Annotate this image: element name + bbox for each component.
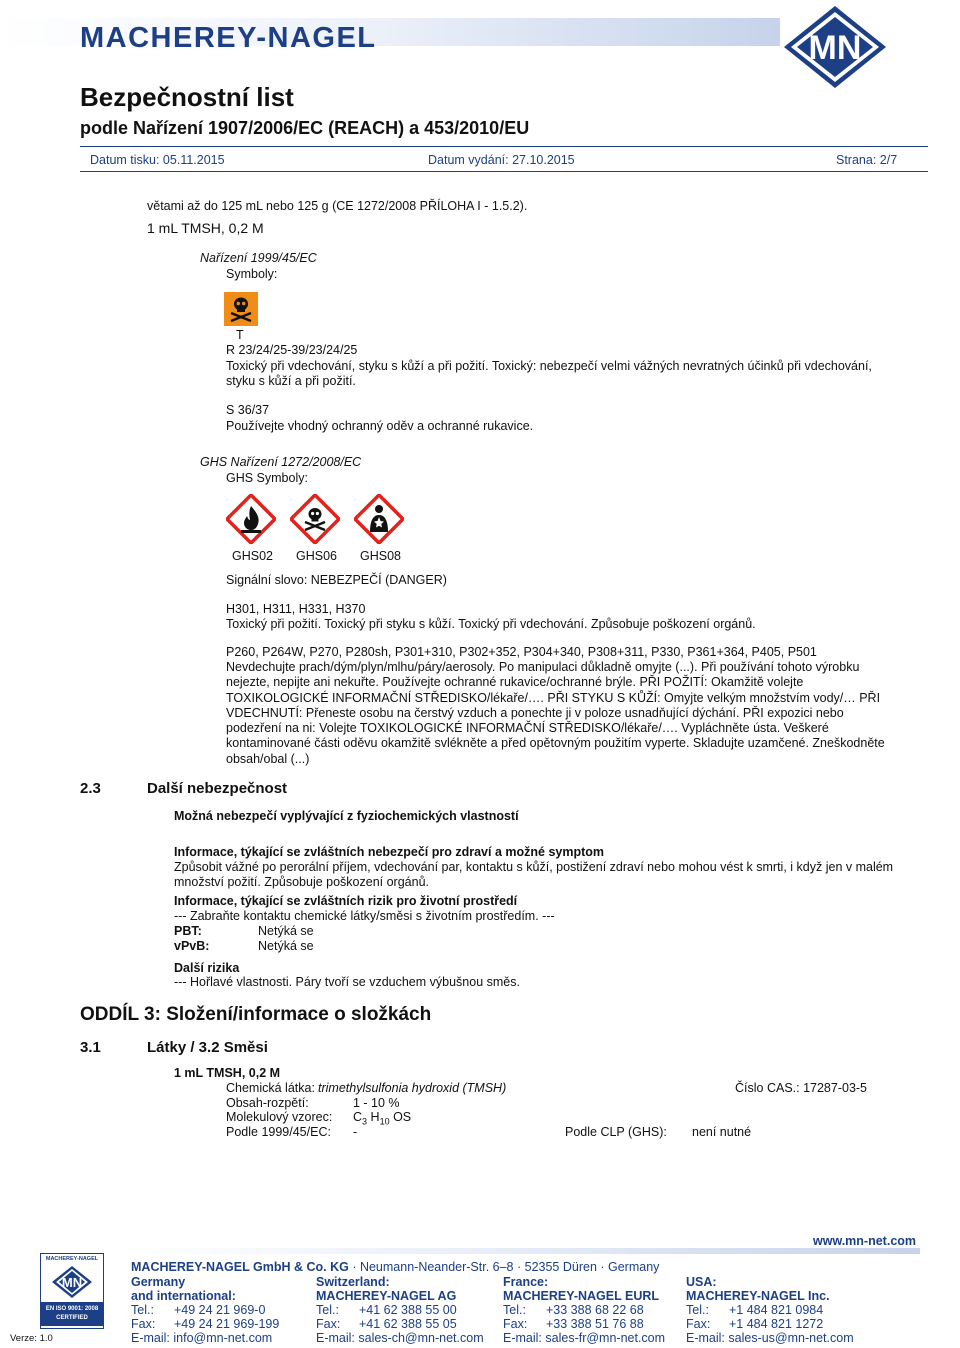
- ghs-symbols-label: GHS Symboly:: [226, 471, 308, 485]
- tel-label: Tel.:: [686, 1303, 709, 1317]
- range-label: Obsah-rozpětí:: [226, 1096, 309, 1110]
- other-hazards-text: --- Hořlavé vlastnosti. Páry tvoří se vzduchem výbušnou směs.: [174, 975, 520, 989]
- col-subheading: and international:: [131, 1289, 236, 1303]
- email-label: E-mail:: [316, 1331, 355, 1345]
- col-subheading: MACHEREY-NAGEL EURL: [503, 1289, 660, 1303]
- email-label: E-mail:: [686, 1331, 725, 1345]
- footer-col-switzerland: [316, 1275, 484, 1345]
- product-name: 1 mL TMSH, 0,2 M: [147, 220, 264, 236]
- cas-number: Číslo CAS.: 17287-03-5: [735, 1081, 868, 1095]
- fax-label: Fax:: [316, 1317, 341, 1331]
- section-3-1-title: Látky / 3.2 Směsi: [147, 1039, 268, 1056]
- footer-col-usa: [686, 1275, 854, 1345]
- fax-value: +49 24 21 969-199: [174, 1317, 280, 1331]
- range-value: 1 - 10 %: [353, 1096, 400, 1110]
- r-phrases-text-1: Toxický při vdechování, styku s kůží a při požití. Toxický: nebezpečí velmi vážných nevratných účinků při vdechování,: [226, 359, 872, 373]
- pbt-label: PBT:: [174, 924, 202, 938]
- p-statement-line: obsah/obal (...): [226, 751, 310, 766]
- page-number: Strana: 2/7: [836, 153, 898, 167]
- col-subheading: MACHEREY-NAGEL Inc.: [686, 1289, 830, 1303]
- symbols-label: Symboly:: [226, 267, 278, 281]
- chemical-label: Chemická látka:: [226, 1081, 315, 1095]
- footer-col-france: [503, 1275, 665, 1345]
- email-label: E-mail:: [131, 1331, 170, 1345]
- col-subheading: MACHEREY-NAGEL AG: [316, 1289, 457, 1303]
- h-codes: H301, H311, H331, H370: [226, 602, 366, 616]
- formula-rest: OS: [393, 1110, 412, 1124]
- clp-label: Podle CLP (GHS):: [565, 1125, 667, 1139]
- col-heading: France:: [503, 1275, 549, 1289]
- vpvb-value: Netýká se: [258, 939, 314, 953]
- document-title: Bezpečnostní list: [80, 82, 294, 112]
- ghs-regulation: GHS Nařízení 1272/2008/EC: [200, 455, 362, 469]
- formula-label: Molekulový vzorec:: [226, 1110, 333, 1124]
- ghs02-flame-icon: [226, 494, 276, 544]
- cert-brand: MACHEREY-NAGEL: [45, 1256, 99, 1262]
- health-heading: Informace, týkající se zvláštních nebezpečí pro zdraví a možné symptom: [174, 845, 605, 859]
- header-rule-bottom: [80, 171, 928, 172]
- formula-c-sub: 3: [362, 1116, 368, 1127]
- cert-mn-logo-icon: [51, 1265, 93, 1299]
- fax-value: +33 388 51 76 88: [546, 1317, 644, 1331]
- signal-word: Signální slovo: NEBEZPEČÍ (DANGER): [226, 573, 447, 587]
- email-value[interactable]: info@mn-net.com: [173, 1331, 273, 1345]
- certification-badge: [40, 1253, 104, 1329]
- formula-h-sub: 10: [379, 1116, 390, 1127]
- p-statement-line: Nevdechujte prach/dým/plyn/mlhu/páry/aerosoly. Po manipulaci důkladně omyjte (...). Při používání tohoto výrobku: [226, 660, 860, 674]
- print-date: Datum tisku: 05.11.2015: [90, 153, 225, 167]
- p-statement-line: VDECHNUTÍ: Přeneste osobu na čerstvý vzduch a ponechte ji v poloze usnadňující dýchání. PŘI expozici nebo: [226, 705, 844, 720]
- p-statement-line: TOXIKOLOGICKÉ INFORMAČNÍ STŘEDISKO/lékaře/…. PŘI STYKU S KŮŽÍ: Omyjte velkým množstvím vody/… PŘI: [226, 690, 881, 705]
- section-3-1-number: 3.1: [80, 1039, 101, 1056]
- health-text-2: množství požití. Způsobuje poškození orgánů.: [174, 875, 430, 889]
- version: Verze: 1.0: [10, 1333, 53, 1344]
- company-line: [131, 1260, 659, 1274]
- continued-text: větami až do 125 mL nebo 125 g (CE 1272/2008 PŘÍLOHA I - 1.5.2).: [147, 199, 528, 213]
- mn-logo-icon: [782, 4, 888, 90]
- ghs-code-2: GHS06: [296, 549, 337, 563]
- tel-value: +33 388 68 22 68: [546, 1303, 644, 1317]
- email-value[interactable]: sales-fr@mn-net.com: [545, 1331, 666, 1345]
- email-label: E-mail:: [503, 1331, 542, 1345]
- environment-text: --- Zabraňte kontaktu chemické látky/směsi s životním prostředím. ---: [174, 909, 555, 923]
- old-reg-value: -: [353, 1125, 358, 1139]
- h-statements: Toxický při požití. Toxický při styku s kůží. Toxický při vdechování. Způsobuje poškození orgánů.: [226, 617, 756, 631]
- tel-label: Tel.:: [316, 1303, 339, 1317]
- old-symbol-code: T: [236, 328, 244, 342]
- tel-value: +41 62 388 55 00: [359, 1303, 457, 1317]
- other-hazards-heading: Další rizika: [174, 961, 240, 975]
- p-codes: P260, P264W, P270, P280sh, P301+310, P302+352, P304+340, P308+311, P330, P361+364, P405, P501: [226, 645, 817, 659]
- email-value[interactable]: sales-us@mn-net.com: [728, 1331, 854, 1345]
- website-link[interactable]: www.mn-net.com: [813, 1234, 917, 1248]
- header-rule-top: [80, 146, 928, 147]
- col-heading: Germany: [131, 1275, 186, 1289]
- email-value[interactable]: sales-ch@mn-net.com: [358, 1331, 484, 1345]
- s-phrases: S 36/37: [226, 403, 270, 417]
- tel-label: Tel.:: [131, 1303, 154, 1317]
- fax-value: +1 484 821 1272: [729, 1317, 824, 1331]
- tel-value: +1 484 821 0984: [729, 1303, 824, 1317]
- col-heading: USA:: [686, 1275, 717, 1289]
- pbt-value: Netýká se: [258, 924, 314, 938]
- col-heading: Switzerland:: [316, 1275, 390, 1289]
- section-2-3-number: 2.3: [80, 780, 101, 797]
- r-phrases: R 23/24/25-39/23/24/25: [226, 343, 358, 357]
- ghs08-health-hazard-icon: [354, 494, 404, 544]
- footer-col-germany: [131, 1275, 279, 1345]
- s-phrases-text: Používejte vhodný ochranný oděv a ochranné rukavice.: [226, 419, 534, 433]
- tel-label: Tel.:: [503, 1303, 526, 1317]
- brand-name: MACHEREY-NAGEL: [80, 22, 377, 54]
- formula-h: H: [370, 1110, 380, 1124]
- mn-logo-text: MN: [808, 29, 862, 67]
- p-statement-line: kontaminované části oděvu okamžitě svlékněte a před opětovným použitím vyperte. Skladujte uzamčené. Zneškodněte: [226, 736, 885, 751]
- old-reg-label: Podle 1999/45/EC:: [226, 1125, 331, 1139]
- fax-label: Fax:: [131, 1317, 156, 1331]
- cert-line-1: EN ISO 9001: 2008: [45, 1306, 99, 1312]
- tel-value: +49 24 21 969-0: [174, 1303, 266, 1317]
- physchem-heading: Možná nebezpečí vyplývající z fyziochemických vlastností: [174, 809, 519, 823]
- formula-c: C: [353, 1110, 363, 1124]
- p-statement-line: podezření na ni: Volejte TOXIKOLOGICKÉ INFORMAČNÍ STŘEDISKO/lékaře/…. Vypláchněte ústa. Veškeré: [226, 721, 829, 736]
- fax-value: +41 62 388 55 05: [359, 1317, 457, 1331]
- health-text-1: Způsobit vážné po perorální příjem, vdechování par, kontaktu s kůží, postižení zdraví nebo mohou vést k smrti, i když jen v malém: [174, 860, 894, 874]
- molecular-formula: [353, 1110, 411, 1130]
- cert-logo-text: MN: [61, 1275, 83, 1290]
- clp-value: není nutné: [692, 1125, 752, 1139]
- vpvb-label: vPvB:: [174, 939, 210, 953]
- old-regulation: Nařízení 1999/45/EC: [200, 251, 317, 265]
- section-3-title: ODDÍL 3: Složení/informace o složkách: [80, 1004, 432, 1025]
- p-statements: [226, 660, 885, 767]
- component-product: 1 mL TMSH, 0,2 M: [174, 1066, 281, 1080]
- ghs06-skull-icon: [290, 494, 340, 544]
- company-name: MACHEREY-NAGEL GmbH & Co. KG: [131, 1260, 349, 1274]
- issue-date: Datum vydání: 27.10.2015: [428, 153, 575, 167]
- company-address: · Neumann-Neander-Str. 6–8 · 52355 Düren · Germany: [348, 1260, 660, 1274]
- section-2-3-title: Další nebezpečnost: [147, 780, 288, 797]
- p-statement-line: nejezte, nepijte ani nekuřte. Používejte ochranné rukavice/ochranné brýle. PŘI POŽITÍ: Okamžitě volejte: [226, 675, 804, 690]
- ghs-code-3: GHS08: [360, 549, 401, 563]
- environment-heading: Informace, týkající se zvláštních rizik pro životní prostředí: [174, 894, 518, 908]
- fax-label: Fax:: [686, 1317, 711, 1331]
- ghs-code-1: GHS02: [232, 549, 273, 563]
- r-phrases-text-2: styku s kůží a při požití.: [226, 374, 356, 388]
- document-subtitle: podle Nařízení 1907/2006/EC (REACH) a 453/2010/EU: [80, 118, 530, 138]
- toxic-skull-icon: [224, 292, 258, 326]
- fax-label: Fax:: [503, 1317, 528, 1331]
- footer-gradient-bar: [120, 1248, 920, 1254]
- chemical-name: trimethylsulfonia hydroxid (TMSH): [318, 1081, 507, 1095]
- cert-line-2: CERTIFIED: [56, 1315, 88, 1321]
